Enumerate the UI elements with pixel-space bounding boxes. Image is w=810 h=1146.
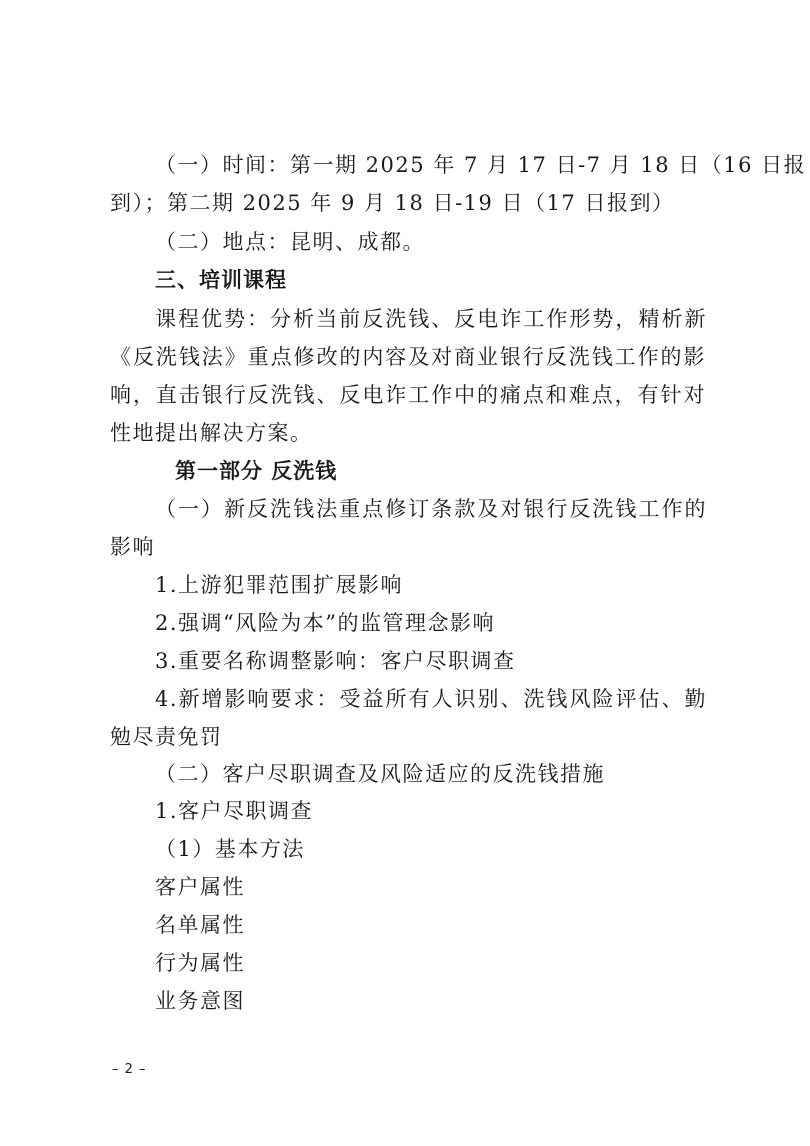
subsection-1-line-2: 影响 xyxy=(110,535,155,559)
customer-due-diligence-item: 1.客户尽职调查 xyxy=(155,799,314,823)
course-advantage-line-2: 《反洗钱法》重点修改的内容及对商业银行反洗钱工作的影 xyxy=(110,345,706,369)
method-list-attribute: 名单属性 xyxy=(155,913,245,937)
method-business-intent: 业务意图 xyxy=(155,989,245,1013)
section-heading-training-courses: 三、培训课程 xyxy=(155,268,287,292)
part-heading-anti-money-laundering: 第一部分 反洗钱 xyxy=(175,459,338,483)
time-line-2: 到）；第二期 2025 年 9 月 18 日-19 日（17 日报到） xyxy=(110,191,675,215)
method-behavior-attribute: 行为属性 xyxy=(155,951,245,975)
list-item-2: 2.强调“风险为本”的监管理念影响 xyxy=(155,611,496,635)
course-advantage-line-3: 响，直击银行反洗钱、反电诈工作中的痛点和难点，有针对 xyxy=(110,383,706,407)
time-line-1: （一）时间：第一期 2025 年 7 月 17 日-7 月 18 日（16 日报 xyxy=(155,153,807,177)
list-item-4-line-2: 勉尽责免罚 xyxy=(110,725,223,749)
course-advantage-line-1: 课程优势：分析当前反洗钱、反电诈工作形势，精析新 xyxy=(155,307,707,331)
list-item-3: 3.重要名称调整影响：客户尽职调查 xyxy=(155,649,516,673)
list-item-1: 1.上游犯罪范围扩展影响 xyxy=(155,573,404,597)
method-customer-attribute: 客户属性 xyxy=(155,875,245,899)
list-item-4-line-1: 4.新增影响要求：受益所有人识别、洗钱风险评估、勤 xyxy=(155,687,707,711)
location-line: （二）地点：昆明、成都。 xyxy=(155,230,425,254)
page-number: – 2 – xyxy=(112,1062,147,1077)
subsection-1-line-1: （一）新反洗钱法重点修订条款及对银行反洗钱工作的 xyxy=(155,497,707,521)
basic-methods-item: （1）基本方法 xyxy=(155,837,305,861)
course-advantage-line-4: 性地提出解决方案。 xyxy=(110,421,313,445)
subsection-2-heading: （二）客户尽职调查及风险适应的反洗钱措施 xyxy=(155,762,605,786)
